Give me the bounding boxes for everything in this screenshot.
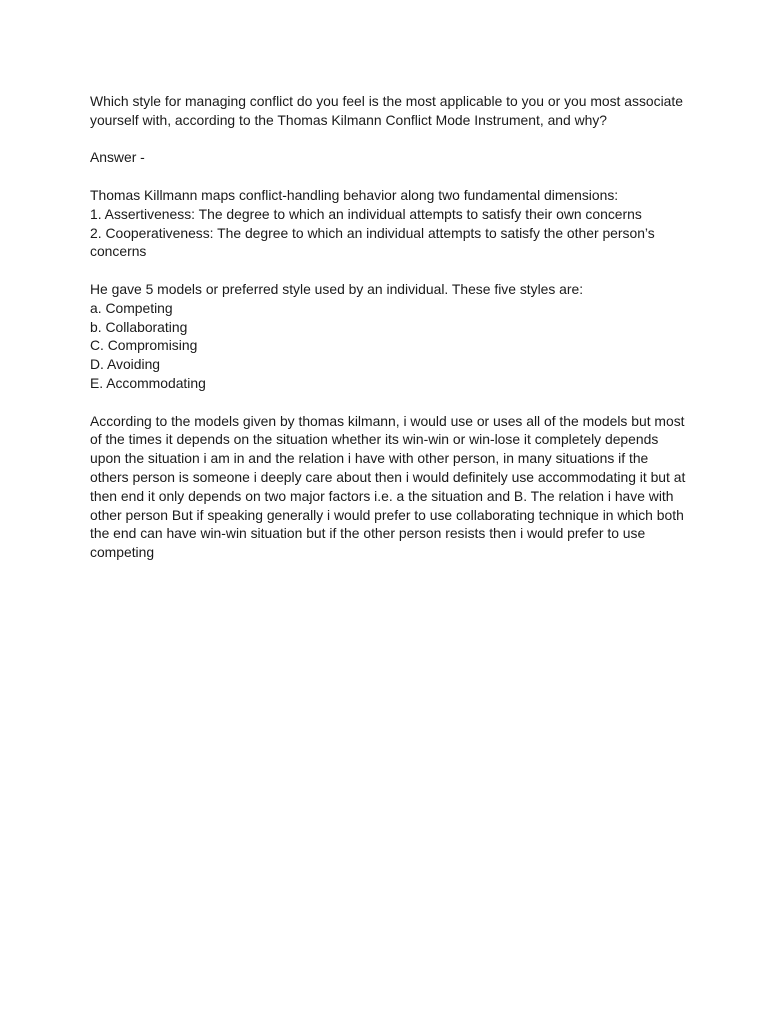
dimension-item: 2. Cooperativeness: The degree to which an individual attempts to satisfy the other person’s concerns [90,224,655,260]
answer-label: Answer - [90,149,145,166]
spacer [90,261,688,280]
style-item: E. Accommodating [90,374,206,391]
style-item: b. Collaborating [90,318,188,335]
style-item: C. Compromising [90,337,198,354]
spacer [90,130,688,149]
question-text: Which style for managing conflict do you feel is the most applicable to you or you most associate yourself with, according to the Thomas Kilmann Conflict Mode Instrument, and why? [90,93,683,128]
dimension-item: 1. Assertiveness: The degree to which an individual attempts to satisfy their own concerns [90,205,642,222]
style-item: a. Competing [90,299,173,316]
styles-intro: He gave 5 models or preferred style used by an individual. These five styles are: [90,280,584,297]
style-item: D. Avoiding [90,356,161,373]
dimensions-intro: Thomas Killmann maps conflict-handling behavior along two fundamental dimensions: [90,186,619,203]
spacer [90,393,688,412]
spacer [90,167,688,186]
conclusion-text: According to the models given by thomas kilmann, i would use or uses all of the models but most of the times it depends on the situation whether its win-win or win-lose it completely depends upon the situation i am in and the relation i have with other person, in many situations if the others person is someone i deeply care about then i would definitely use accommodating it but at then end it only depends on two major factors i.e. a the situation and B. The relation i have with other person But if speaking generally i would prefer to use collaborating technique in which both the end can have win-win situation but if the other person resists then i would prefer to use competing [90,412,686,561]
